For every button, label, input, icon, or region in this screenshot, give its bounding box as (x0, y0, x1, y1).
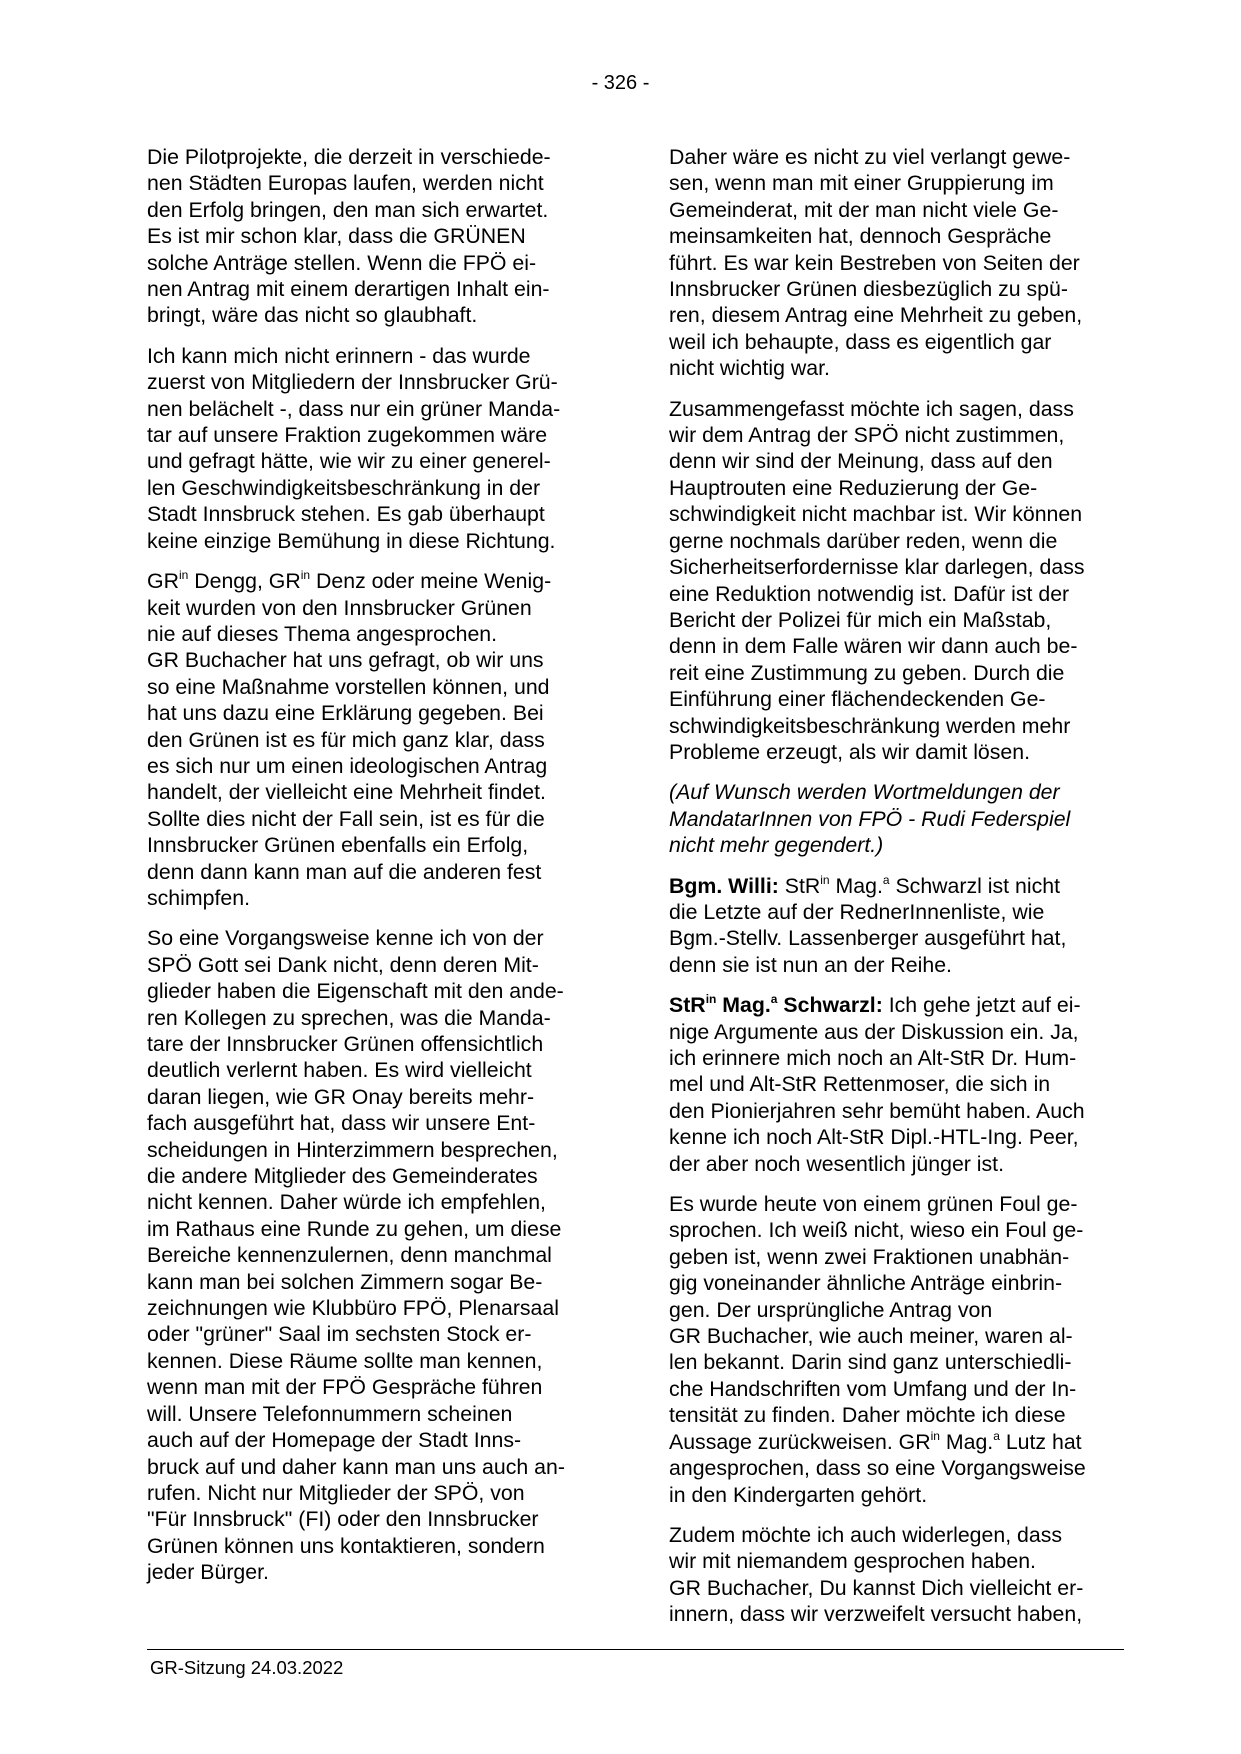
text-line: ren Kollegen zu sprechen, was die Manda- (147, 1005, 551, 1030)
text-line: im Rathaus eine Runde zu gehen, um diese (147, 1216, 562, 1241)
text-line: den Erfolg bringen, den man sich erwartet. (147, 197, 549, 222)
text-line: denn sie ist nun an der Reihe. (669, 952, 952, 977)
text-line: Hauptrouten eine Reduzierung der Ge- (669, 475, 1038, 500)
text-line: reit eine Zustimmung zu geben. Durch die (669, 660, 1065, 685)
text-line: denn in dem Falle wären wir dann auch be- (669, 634, 1078, 659)
text-line: tensität zu finden. Daher möchte ich diese (669, 1403, 1066, 1428)
paragraph (147, 925, 602, 1585)
text-line: ren, diesem Antrag eine Mehrheit zu geben, (669, 303, 1083, 328)
text-line: der aber noch wesentlich jünger ist. (669, 1151, 1005, 1176)
text-line: Bereiche kennenzulernen, denn manchmal (147, 1243, 552, 1268)
page-number: - 326 - (591, 72, 650, 94)
text-line: und gefragt hätte, wie wir zu einer generel- (147, 449, 551, 474)
paragraph (147, 144, 602, 329)
text-line: sen, wenn man mit einer Gruppierung im (669, 171, 1054, 196)
text-line: deutlich verlernt haben. Es wird vielleicht (147, 1058, 532, 1083)
text-line: den Pionierjahren sehr bemüht haben. Auch (669, 1098, 1085, 1123)
text-line: MandatarInnen von FPÖ - Rudi Federspiel (669, 806, 1071, 831)
text-line: eine Reduktion notwendig ist. Dafür ist der (669, 581, 1070, 606)
text-line: schwindigkeit nicht machbar ist. Wir können (669, 502, 1083, 527)
text-line: nie auf dieses Thema angesprochen. (147, 621, 498, 646)
text-line: denn wir sind der Meinung, dass auf den (669, 449, 1053, 474)
speaker-name: Bgm. Willi: (669, 873, 779, 898)
text-line: kann man bei solchen Zimmern sogar Be- (147, 1269, 543, 1294)
text-line: nen belächelt -, dass nur ein grüner Manda- (147, 396, 561, 421)
text-line: "Für Innsbruck" (FI) oder den Innsbrucker (147, 1507, 539, 1532)
left-column (147, 144, 602, 1600)
text-line: bruck auf und daher kann man uns auch an- (147, 1454, 565, 1479)
text-line: meinsamkeiten hat, dennoch Gespräche (669, 224, 1052, 249)
text-line: Zudem möchte ich auch widerlegen, dass (669, 1522, 1063, 1547)
text-line: GR Buchacher hat uns gefragt, ob wir uns (147, 648, 544, 673)
text-line: auch auf der Homepage der Stadt Inns- (147, 1428, 522, 1453)
text-line: gig voneinander ähnliche Anträge einbrin- (669, 1271, 1063, 1296)
text-line: zeichnungen wie Klubbüro FPÖ, Plenarsaal (147, 1296, 559, 1321)
text-line: Bgm.-Stellv. Lassenberger ausgeführt hat, (669, 926, 1067, 951)
text-line: Sicherheitserfordernisse klar darlegen, dass (669, 555, 1085, 580)
text-line: Innsbrucker Grünen ebenfalls ein Erfolg, (147, 833, 529, 858)
text-line: Bericht der Polizei für mich ein Maßstab, (669, 607, 1052, 632)
text-line: bringt, wäre das nicht so glaubhaft. (147, 303, 478, 328)
text-line: jeder Bürger. (147, 1560, 269, 1585)
paragraph (669, 779, 1124, 858)
text-line: glieder haben die Eigenschaft mit den ande- (147, 979, 564, 1004)
paragraph (669, 992, 1124, 1177)
text-line: Gemeinderat, mit der man nicht viele Ge- (669, 197, 1059, 222)
text-line: ich erinnere mich noch an Alt-StR Dr. Hum- (669, 1046, 1077, 1070)
text-line: rufen. Nicht nur Mitglieder der SPÖ, von (147, 1480, 525, 1505)
text-line: daran liegen, wie GR Onay bereits mehr- (147, 1084, 535, 1109)
text-line: schimpfen. (147, 885, 250, 910)
text-line: sprochen. Ich weiß nicht, wieso ein Foul ge- (669, 1218, 1084, 1243)
text-line: geben ist, wenn zwei Fraktionen unabhän- (669, 1244, 1070, 1269)
text-line: denn dann kann man auf die anderen fest (147, 859, 542, 884)
text-line: Es wurde heute von einem grünen Foul ge- (669, 1192, 1078, 1217)
paragraph (669, 396, 1124, 766)
text-line: Sollte dies nicht der Fall sein, ist es für die (147, 806, 545, 831)
paragraph (147, 343, 602, 554)
text-line: den Grünen ist es für mich ganz klar, dass (147, 727, 545, 752)
text-line: nicht mehr gegendert.) (669, 833, 884, 858)
text-line: es sich nur um einen ideologischen Antrag (147, 753, 548, 778)
text-line: che Handschriften vom Umfang und der In- (669, 1376, 1077, 1401)
text-line: nen Städten Europas laufen, werden nicht (147, 171, 544, 196)
text-line: schwindigkeitsbeschränkung werden mehr (669, 713, 1071, 738)
text-line: Stadt Innsbruck stehen. Es gab überhaupt (147, 502, 545, 527)
text-line: Innsbrucker Grünen diesbezüglich zu spü- (669, 277, 1068, 302)
text-line: len Geschwindigkeitsbeschränkung in der (147, 475, 541, 500)
text-line: wir mit niemandem gesprochen haben. (669, 1549, 1036, 1574)
text-line: wenn man mit der FPÖ Gespräche führen (147, 1375, 543, 1400)
text-line: Bgm. Willi: StR$^{in}$ Mag.$^a$ Schwarzl ist nicht (669, 872, 1060, 898)
text-line: nicht kennen. Daher würde ich empfehlen, (147, 1190, 546, 1215)
text-line: angesprochen, dass so eine Vorgangsweise (669, 1456, 1086, 1481)
text-line: will. Unsere Telefonnummern scheinen (147, 1401, 513, 1426)
text-line: so eine Maßnahme vorstellen können, und (147, 674, 550, 699)
text-line: So eine Vorgangsweise kenne ich von der (147, 926, 544, 951)
text-line: solche Anträge stellen. Wenn die FPÖ ei- (147, 250, 537, 275)
text-line: StR$^{in}$ Mag.$^a$ Schwarzl: Ich gehe jetzt auf ei- (669, 992, 1081, 1018)
footer-divider (147, 1649, 1124, 1650)
text-line: gerne nochmals darüber reden, wenn die (669, 528, 1058, 553)
paragraph (669, 1191, 1124, 1508)
text-line: nige Argumente aus der Diskussion ein. Ja, (669, 1019, 1079, 1044)
text-line: tare der Innsbrucker Grünen offensichtlich (147, 1032, 544, 1056)
text-line: GR Buchacher, wie auch meiner, waren al- (669, 1324, 1073, 1349)
text-line: tar auf unsere Fraktion zugekommen wäre (147, 423, 548, 448)
text-line: Einführung einer flächendeckenden Ge- (669, 687, 1046, 712)
text-line: len bekannt. Darin sind ganz unterschiedli- (669, 1350, 1072, 1375)
text-line: Aussage zurückweisen. $GR^{in}$ Mag.$^a$ Lutz hat (669, 1428, 1082, 1454)
text-line: in den Kindergarten gehört. (669, 1482, 928, 1507)
text-line: oder "grüner" Saal im sechsten Stock er- (147, 1322, 532, 1347)
paragraph (669, 873, 1124, 979)
text-line: die Letzte auf der RednerInnenliste, wie (669, 899, 1045, 924)
text-line: mel und Alt-StR Rettenmoser, die sich in (669, 1072, 1051, 1097)
paragraph (669, 144, 1124, 382)
text-line: innern, dass wir verzweifelt versucht haben, (669, 1602, 1083, 1627)
text-line: kenne ich noch Alt-StR Dipl.-HTL-Ing. Peer, (669, 1125, 1079, 1150)
text-line: handelt, der vielleicht eine Mehrheit findet. (147, 780, 546, 805)
text-line: Grünen können uns kontaktieren, sondern (147, 1533, 545, 1558)
text-line: die andere Mitglieder des Gemeinderates (147, 1164, 538, 1189)
text-line: Probleme erzeugt, als wir damit lösen. (669, 739, 1031, 764)
text-line: keit wurden von den Innsbrucker Grünen (147, 595, 532, 620)
text-line: fach ausgeführt hat, dass wir unsere Ent- (147, 1111, 536, 1136)
text-line: $GR^{in}$ Dengg, $GR^{in}$ Denz oder meine Wenig- (147, 568, 552, 594)
paragraph (147, 568, 602, 911)
text-line: wir dem Antrag der SPÖ nicht zustimmen, (669, 423, 1065, 448)
text-line: gen. Der ursprüngliche Antrag von (669, 1297, 993, 1322)
text-line: nicht wichtig war. (669, 356, 830, 381)
text-line: Ich kann mich nicht erinnern - das wurde (147, 343, 531, 368)
text-line: Die Pilotprojekte, die derzeit in verschiede- (147, 145, 551, 169)
right-column (669, 144, 1124, 1642)
footer-session-date: GR-Sitzung 24.03.2022 (150, 1657, 344, 1678)
text-line: weil ich behaupte, dass es eigentlich gar (669, 329, 1052, 354)
text-line: zuerst von Mitgliedern der Innsbrucker Grü- (147, 370, 558, 395)
text-line: SPÖ Gott sei Dank nicht, denn deren Mit- (147, 952, 539, 977)
speaker-name: StR$^{in}$ Mag.$^a$ Schwarzl: (669, 992, 883, 1018)
paragraph (669, 1522, 1124, 1628)
text-line: keine einzige Bemühung in diese Richtung. (147, 528, 556, 553)
text-line: (Auf Wunsch werden Wortmeldungen der (669, 780, 1060, 805)
text-line: Daher wäre es nicht zu viel verlangt gewe- (669, 145, 1071, 169)
text-line: hat uns dazu eine Erklärung gegeben. Bei (147, 701, 544, 726)
text-line: Zusammengefasst möchte ich sagen, dass (669, 396, 1074, 421)
text-line: kennen. Diese Räume sollte man kennen, (147, 1348, 543, 1373)
text-line: führt. Es war kein Bestreben von Seiten der (669, 250, 1080, 275)
text-line: scheidungen in Hinterzimmern besprechen, (147, 1137, 558, 1162)
text-line: GR Buchacher, Du kannst Dich vielleicht er- (669, 1575, 1084, 1600)
text-line: nen Antrag mit einem derartigen Inhalt ein- (147, 277, 550, 302)
text-line: Es ist mir schon klar, dass die GRÜNEN (147, 224, 526, 249)
